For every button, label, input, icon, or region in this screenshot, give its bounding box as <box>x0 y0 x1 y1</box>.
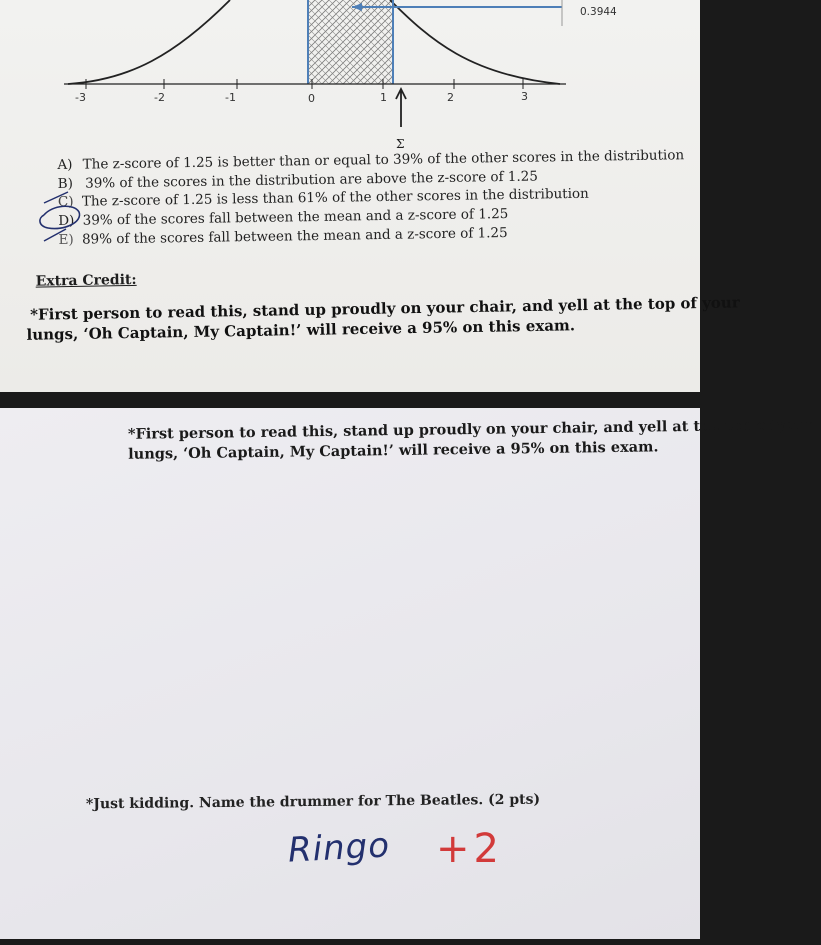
tick-neg3: -3 <box>75 91 86 104</box>
tick-neg2: -2 <box>154 91 165 104</box>
repeat-line-1: *First person to read this, stand up proudly on your chair, and yell at the top of your <box>127 416 814 443</box>
extra-credit-line-2: lungs, ‘Oh Captain, My Captain!’ will receive a 95% on this exam. <box>26 316 576 344</box>
exam-page-top <box>0 0 740 392</box>
handwritten-score: +2 <box>436 826 503 872</box>
option-text: 39% of the scores fall between the mean and a z-score of 1.25 <box>82 205 509 229</box>
extra-credit-heading: Extra Credit: <box>35 271 137 290</box>
option-text: The z-score of 1.25 is less than 61% of the other scores in the distribution <box>81 185 589 210</box>
tick-3: 3 <box>521 90 528 103</box>
tick-0: 0 <box>308 92 315 105</box>
sigma-symbol: Σ <box>396 137 405 151</box>
option-letter: E) <box>58 231 74 249</box>
handwritten-answer: Ringo <box>287 825 391 871</box>
value-label: 0.3944 <box>580 6 617 18</box>
option-text: The z-score of 1.25 is better than or equal to 39% of the other scores in the distribution <box>82 147 685 173</box>
tick-2: 2 <box>447 91 454 104</box>
option-letter: D) <box>58 212 75 230</box>
repeat-line-2: lungs, ‘Oh Captain, My Captain!’ will receive a 95% on this exam. <box>128 438 659 463</box>
extra-credit-block <box>0 0 740 398</box>
tick-1: 1 <box>380 91 387 104</box>
extra-credit-line-1: *First person to read this, stand up proudly on your chair, and yell at the top of your <box>30 293 740 324</box>
option-letter: A) <box>57 156 73 174</box>
option-letter: B) <box>57 175 74 193</box>
option-text: 39% of the scores in the distribution are above the z-score of 1.25 <box>85 168 539 192</box>
exam-page-bottom <box>0 408 814 939</box>
option-letter: C) <box>57 193 74 211</box>
bonus-question: *Just kidding. Name the drummer for The Beatles. (2 pts) <box>85 791 541 813</box>
tick-neg1: -1 <box>225 91 236 104</box>
option-text: 89% of the scores fall between the mean and a z-score of 1.25 <box>81 225 508 248</box>
